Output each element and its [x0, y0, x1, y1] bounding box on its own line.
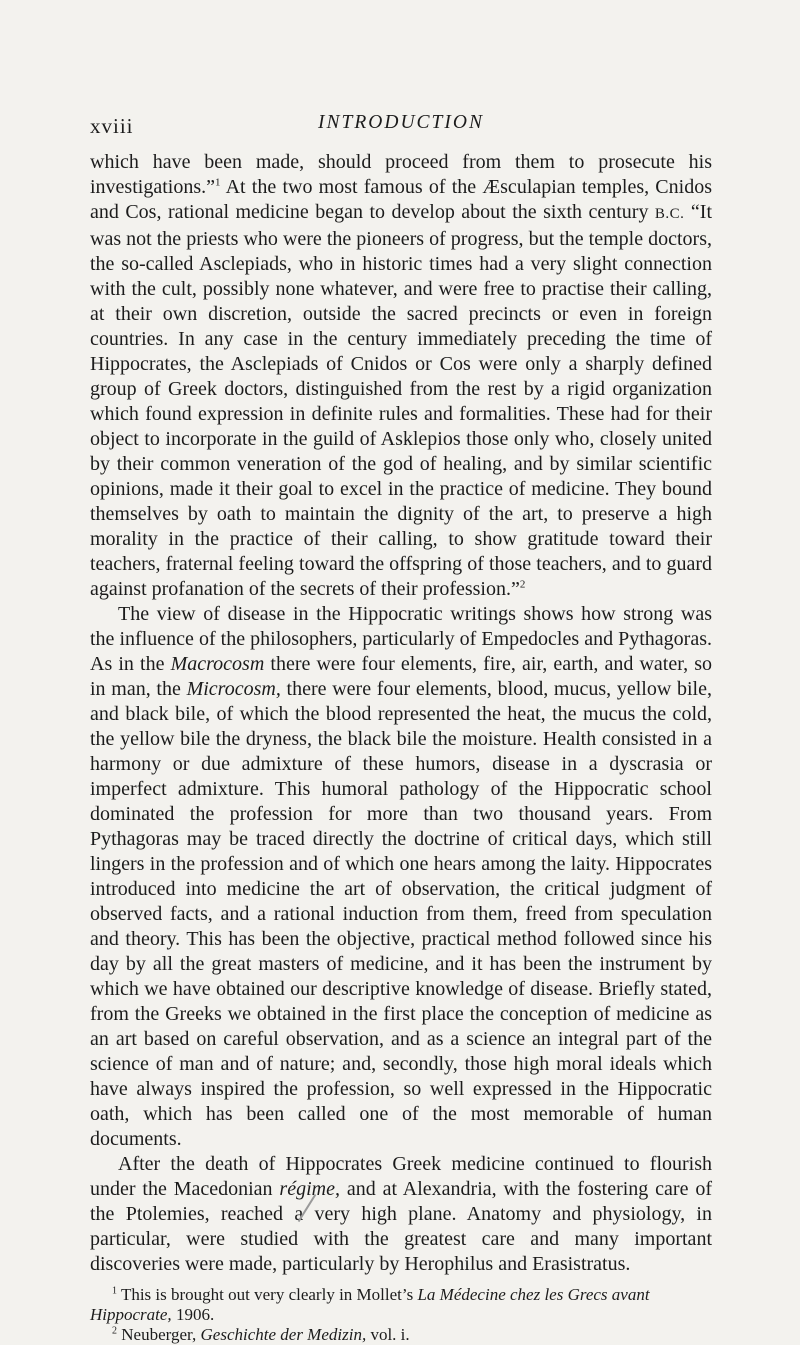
footnote-2: $^2$ Neuberger, Geschichte der Medizin, vol. i.: [112, 1325, 410, 1344]
footnote-ref-2: 2: [519, 578, 526, 591]
page-number: xviii: [90, 114, 134, 138]
paragraph-continued: which have been made, should proceed from them to prosecute his investigations.”$^1$ At the two most famous of the Æsculapian temples, Cnidos and Cos, rational medicine began to develop about the sixth century B.C. “It was not the priests who were the pioneers of progress, but the temple doctors, the so-called Asclepiads, who in historic times had a very slight connection with the cult, possibly none whatever, and were free to practise their calling, at their own discretion, outside the sacred precincts or even in foreign countries. In any case in the century immediately preceding the time of Hippocrates, the Asclepiads of Cnidos or Cos were only a sharply defined group of Greek doctors, distinguished from the rest by a rigid organization which found expression in definite rules and formalities. These had for their object to incorporate in the guild of Asklepios those only who, closely united by their common veneration of the god of healing, and by similar scientific opinions, made it their goal to excel in the practice of medicine. They bound themselves by oath to maintain the dignity of the art, to preserve a high morality in the practice of their calling, to show gratitude toward their teachers, fraternal feeling toward the offspring of those teachers, and to guard against profanation of the secrets of their profession.”$^2$: [90, 151, 713, 600]
footnote-ref-1: 1: [214, 176, 221, 189]
paragraph-humoral-pathology: The view of disease in the Hippocratic writings shows how strong was the influence of the philosophers, particularly of Empedocles and Pythagoras. As in the Macrocosm there were four elements, fire, air, earth, and water, so in man, the Microcosm, there were four elements, blood, mucus, yellow bile, and black bile, of which the blood represented the heat, the mucus the cold, the yellow bile the dryness, the black bile the moisture. Health consisted in a harmony or due admixture of these humors, disease in a dyscrasia or imperfect admixture. This humoral pathology of the Hippocratic school dominated the profession for more than two thousand years. From Pythagoras may be traced directly the doctrine of critical days, which still lingers in the profession and of which one hears among the laity. Hippocrates introduced into medicine the art of observation, the critical judgment of observed facts, and a rational induction from them, freed from speculation and theory. This has been the objective, practical method followed since his day by all the great masters of medicine, and it has been the instrument by which we have obtained our descriptive knowledge of disease. Briefly stated, from the Greeks we obtained in the first place the conception of medicine as an art based on careful observation, and as a science an integral part of the science of man and of nature; and, secondly, those high moral ideals which have always inspired the profession, so well expressed in the Hippocratic oath, which has been called one of the most memorable of human documents.: [90, 603, 712, 1150]
body-text: [90, 150, 712, 1277]
footnote-1: $^1$ This is brought out very clearly in Mollet’s La Médecine chez les Grecs avant Hippocrate, 1906.: [90, 1285, 650, 1324]
page-header: [90, 112, 712, 148]
paragraph-alexandria: After the death of Hippocrates Greek medicine continued to flourish under the Macedonian régime, and at Alexandria, with the fostering care of the Ptolemies, reached a very high plane. Anatomy and physiology, in particular, were studied with the greatest care and many important discoveries were made, particularly by Herophilus and Erasistratus.: [90, 1153, 712, 1275]
running-head: INTRODUCTION: [318, 112, 484, 133]
book-page: [90, 112, 712, 1345]
footnotes: [90, 1285, 712, 1345]
